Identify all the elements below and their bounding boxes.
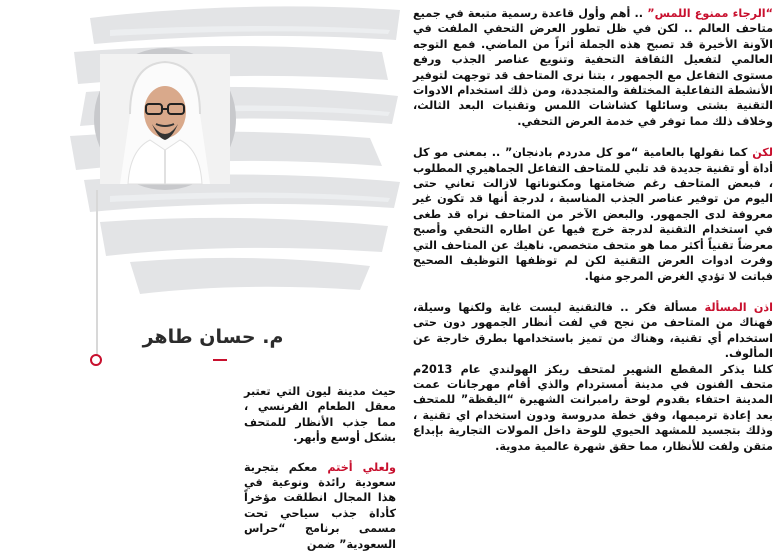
author-photo-frame: [94, 48, 236, 190]
article-column-left: [244, 384, 396, 552]
left-paragraph-2: [244, 460, 396, 552]
paragraph-1-text: .. أهم وأول قاعدة رسمية متبعة في جميع متاحف العالم .. لكن في ظل تطور العرض التحفي الملفت في الآونة الأخيرة قد تصبح هذه الجملة أثراً من الماضي. فمع التوجه العالمي لتفعيل الثقافة التحفية وتنويع عناصر الجذب ورفع مستوى التفاعل مع الجمهور ، بتنا نرى المتاحف قد توجهت لتوفير الأنشطة التفاعلية المختلفة والمتجددة، ومن ذلك استخدام الادوات التقنية بشتى وسائلها كشاشات اللمس وتقنيات البعد الثالث، وخلاف ذلك مما توفر في خدمة العرض التحفي.: [413, 7, 773, 128]
left-paragraph-2-lead: ولعلي أختم: [327, 460, 396, 474]
paragraph-2: [413, 145, 773, 284]
timeline-line: [96, 190, 98, 355]
paragraph-3-text: مسألة فكر .. فالتقنية ليست غاية ولكنها وسيلة، فهناك من المتاحف من نجح في لفت أنظار الجمهور دون حتى استخدام أي تقنية، وهناك من تميز باستخدامها بطرق خارجة عن المألوف.: [413, 300, 773, 361]
timeline-dot: [90, 354, 102, 366]
author-photo: [100, 54, 230, 184]
author-name: م. حسان طاهر: [142, 326, 284, 348]
left-paragraph-2-text: معكم بتجربة سعودية رائدة ونوعية في هذا المجال انطلقت مؤخراً كأداة جذب سياحي تحت مسمى برنامج “حراس السعودية” ضمن: [244, 460, 396, 551]
left-paragraph-1: حيث مدينة ليون التي تعتبر معقل الطعام الفرنسي ، مما جذب الأنظار للمتحف بشكل أوسع وأبهر.: [244, 385, 396, 445]
paragraph-4: كلنا يذكر المقطع الشهير لمتحف ريكز الهولندي عام 2013م متحف الفنون في مدينة أمستردام والذي أقام مهرجانات عمت المدينة احتفاء بقدوم لوحة رامبرانت الشهيرة “اليقظة” للمتحف بعد إعادة ترميمها، وفق خطة مدروسة ودون استخدام اي تقنية ، وذلك بتجسيد للمشهد الحيوي للوحة داخل المولات التجارية بإبداع متقن ولفت للأنظار، مما حقق شهرة عالمية مدوية.: [413, 362, 773, 453]
paragraph-2-text: كما نقولها بالعامية “مو كل مدردم بادنجان” .. بمعنى مو كل أداة أو تقنية جديدة قد تلبي للمتاحف التفاعل الجماهيري المطلوب ، فبعض المتاحف رغم ضخامتها ومكنوناتها لازالت تعاني حتى اليوم من توفير عناصر الجذب المناسبة ، لدرجة أنها قد تكون غير معروفة لدى الجمهور. والبعض الآخر من المتاحف نراه قد طغى في استخدام التقنية لدرجة خرج فيها عن اطاره التحفي وأصبح معرضاً تقنياً أكثر مما هو متحف متخصص. ناهيك عن المتاحف التي وفرت ادوات العرض التقنية لكن لم توظفها التوظيف الصحيح فباتت لا تؤدي الغرض المرجو منها.: [413, 146, 773, 283]
article-column-right: [413, 6, 773, 454]
paragraph-2-lead: لكن: [752, 146, 773, 160]
paragraph-3: [413, 300, 773, 362]
author-underline: [213, 359, 227, 361]
paragraph-1-lead: “الرجاء ممنوع اللمس”: [647, 7, 773, 20]
paragraph-1: [413, 6, 773, 129]
paragraph-3-lead: اذن المسألة: [704, 300, 773, 314]
